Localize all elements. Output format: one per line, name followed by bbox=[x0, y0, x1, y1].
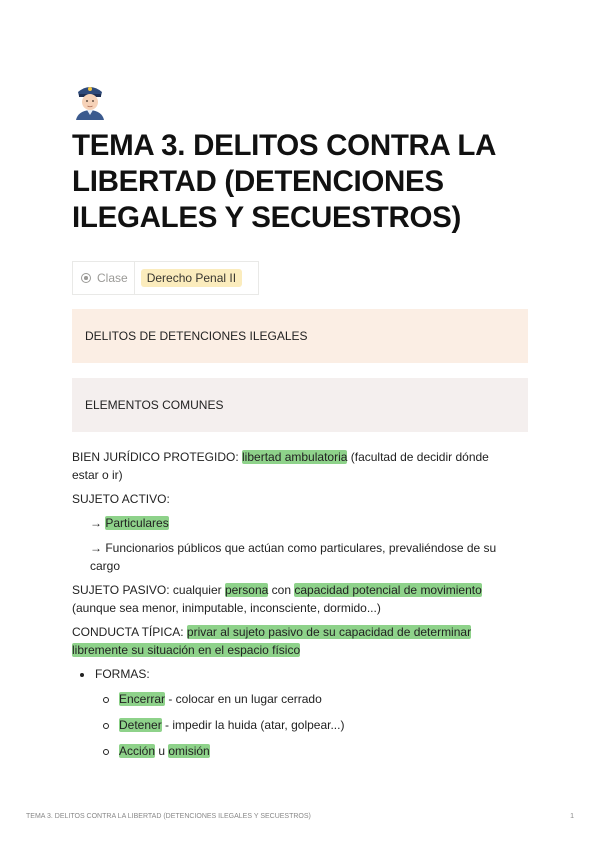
property-key bbox=[73, 262, 135, 294]
highlight: libremente su situación en el espacio físico bbox=[72, 643, 301, 657]
highlight: Particulares bbox=[105, 516, 169, 530]
callout-detenciones bbox=[72, 309, 528, 363]
highlight: omisión bbox=[168, 744, 210, 758]
bullet-circle-icon bbox=[103, 697, 109, 703]
sujeto-activo-label: SUJETO ACTIVO: bbox=[72, 492, 170, 506]
highlight: libertad ambulatoria bbox=[242, 450, 348, 464]
sujeto-pasivo-line2: (aunque sea menor, inimputable, inconsciente, dormido...) bbox=[72, 601, 381, 615]
page-number: 1 bbox=[570, 813, 574, 820]
activo-item-2a: → Funcionarios públicos que actúan como particulares, prevaliéndose de su bbox=[90, 541, 497, 555]
activo-item-1 bbox=[90, 514, 169, 532]
text: u bbox=[155, 744, 169, 758]
formas-item-3 bbox=[103, 744, 210, 758]
text: (facultad de decidir dónde bbox=[347, 450, 489, 464]
bien-juridico-line1 bbox=[72, 448, 489, 466]
highlight: capacidad potencial de movimiento bbox=[294, 583, 482, 597]
formas-item-2 bbox=[103, 718, 344, 732]
footer-title: TEMA 3. DELITOS CONTRA LA LIBERTAD (DETENCIONES ILEGALES Y SECUESTROS) bbox=[26, 813, 311, 820]
text: BIEN JURÍDICO PROTEGIDO: bbox=[72, 450, 243, 464]
police-officer-icon bbox=[72, 80, 108, 120]
highlight: Detener bbox=[119, 718, 162, 732]
page-title: TEMA 3. DELITOS CONTRA LA LIBERTAD (DETENCIONES ILEGALES Y SECUESTROS) bbox=[72, 129, 495, 234]
select-property-icon bbox=[81, 273, 91, 283]
highlight: Acción bbox=[119, 744, 156, 758]
text: - impedir la huida (atar, golpear...) bbox=[161, 718, 345, 732]
bullet-dot-icon bbox=[80, 673, 84, 677]
property-value[interactable] bbox=[135, 262, 258, 294]
formas-item-1 bbox=[103, 692, 322, 706]
highlight: persona bbox=[224, 583, 269, 597]
page-footer bbox=[26, 813, 574, 820]
sujeto-pasivo-line1 bbox=[72, 581, 482, 599]
property-key-label: Clase bbox=[97, 271, 128, 285]
text: SUJETO PASIVO: cualquier bbox=[72, 583, 225, 597]
highlight: privar al sujeto pasivo de su capacidad de determinar bbox=[186, 625, 472, 639]
bien-juridico-line2: estar o ir) bbox=[72, 468, 123, 482]
class-tag[interactable]: Derecho Penal II bbox=[141, 269, 242, 287]
text: con bbox=[268, 583, 295, 597]
highlight: Encerrar bbox=[119, 692, 166, 706]
text: - colocar en un lugar cerrado bbox=[165, 692, 322, 706]
callout-text: DELITOS DE DETENCIONES ILEGALES bbox=[85, 329, 308, 343]
callout-text: ELEMENTOS COMUNES bbox=[85, 398, 224, 412]
formas-bullet bbox=[80, 667, 150, 681]
bullet-circle-icon bbox=[103, 749, 109, 755]
activo-item-2b: cargo bbox=[90, 559, 121, 573]
bullet-circle-icon bbox=[103, 723, 109, 729]
conducta-line1 bbox=[72, 623, 471, 641]
property-row bbox=[72, 261, 259, 295]
text: CONDUCTA TÍPICA: bbox=[72, 625, 187, 639]
formas-label: FORMAS: bbox=[95, 667, 150, 681]
conducta-line2 bbox=[72, 641, 300, 659]
arrow-text: → bbox=[90, 516, 106, 530]
callout-elementos bbox=[72, 378, 528, 432]
